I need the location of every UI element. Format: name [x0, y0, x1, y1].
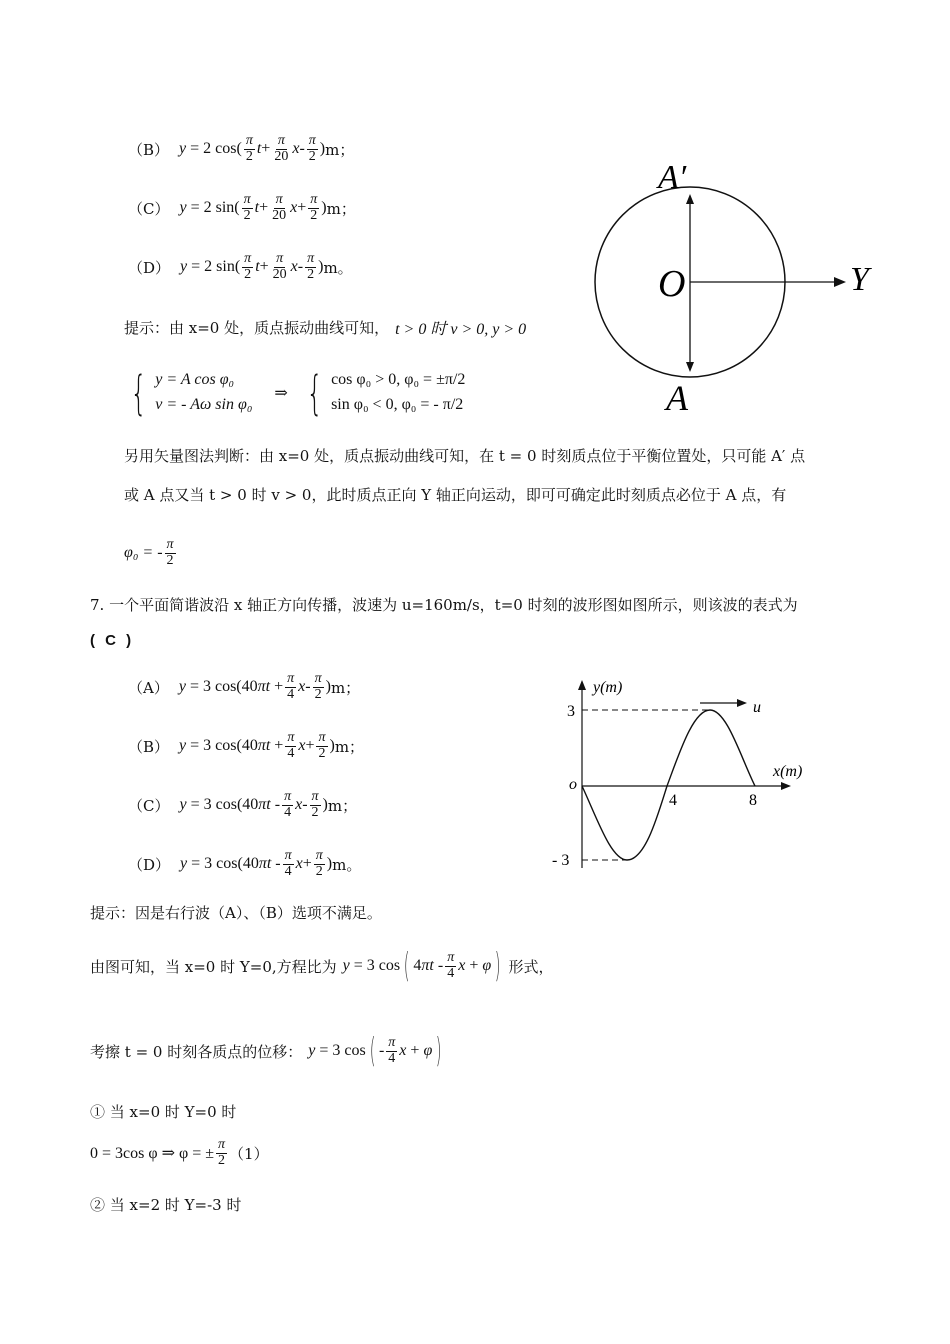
option-label: （B） — [128, 737, 170, 756]
step-text: ① 当 x=0 时 Y=0 时 — [90, 1103, 237, 1121]
velocity-arrowhead — [737, 699, 747, 707]
q7-option-d: （D） y = 3 cos(40πt - $\frac{\pi}{4}$ x + $\frac{\pi}{2}$ ) m。 — [128, 848, 362, 879]
q7-hint-1 — [90, 902, 382, 923]
implies-symbol: ⇒ — [274, 384, 288, 402]
phase-circle-diagram — [582, 158, 882, 418]
q6-option-d: （D） y = 2 sin( $\frac{\pi}{2}$ t + $\frac{\pi}{20}$ x - $\frac{\pi}{2}$ ) m。 — [128, 251, 353, 282]
q6-vector-line-1 — [124, 445, 805, 466]
sys-left-2: v = - Aω sin φ₀ — [155, 395, 253, 413]
q7-step-2 — [90, 1194, 242, 1215]
waveform-graph — [545, 668, 825, 888]
q6-vector-line-2 — [124, 484, 786, 505]
y-axis-arrowhead — [578, 680, 586, 690]
tick-label-y-bottom: - 3 — [552, 852, 570, 869]
q7-option-b: （B） y = 3 cos(40πt + $\frac{\pi}{4}$ x + $\frac{\pi}{2}$ ) m； — [128, 730, 365, 761]
tick-label-y-top: 3 — [567, 703, 575, 720]
q7-hint-2: 由图可知，当 x=0 时 Y=0,方程比为 y = 3 cos ( 4πt - $\frac{\pi}{4}$ x + φ ) 形式， — [90, 946, 554, 986]
left-brace: { — [130, 365, 147, 420]
equation-tag: （1） — [229, 1144, 269, 1163]
q7-option-a: （A） y = 3 cos(40πt + $\frac{\pi}{4}$ x - $\frac{\pi}{2}$ ) m； — [128, 671, 361, 702]
hint-text: 形式， — [508, 957, 554, 976]
axis-arrowhead — [834, 277, 846, 287]
hint-text: 提示：因是右行波（A）、（B）选项不满足。 — [90, 904, 382, 922]
hint-text: 考擦 t = 0 时刻各质点的位移： — [90, 1042, 303, 1061]
unit: m； — [334, 737, 365, 756]
tick-label-x-8: 8 — [749, 792, 757, 809]
x-axis-label: x(m) — [773, 763, 803, 780]
sys-right-1: cos φ₀ > 0, φ₀ = ±π/2 — [331, 371, 466, 388]
option-label: （B） — [128, 140, 170, 159]
hint-condition: t > 0 时 v > 0, y > 0 — [395, 321, 527, 338]
origin-label: o — [569, 776, 577, 793]
wave-curve — [582, 710, 755, 860]
x-axis-arrowhead — [781, 782, 791, 790]
up-arrowhead — [686, 194, 694, 204]
paragraph-text: 另用矢量图法判断：由 x=0 处，质点振动曲线可知，在 t = 0 时刻质点位于平衡位置处，只可能 A′ 点 — [124, 447, 806, 465]
unit: m； — [326, 199, 356, 218]
q6-hint — [124, 316, 526, 339]
right-brace: { — [306, 365, 323, 420]
phi0-lhs: φ₀ = - — [124, 544, 163, 562]
question-text: 7. 一个平面简谐波沿 x 轴正方向传播，波速为 u=160m/s，t=0 时刻的波形图如图所示，则该波的表式为 — [90, 596, 798, 614]
option-label: （C） — [128, 796, 170, 815]
y-axis-label: y(m) — [593, 679, 623, 696]
q6-option-c: （C） y = 2 sin( $\frac{\pi}{2}$ t + $\frac{\pi}{20}$ x + $\frac{\pi}{2}$ ) m； — [128, 192, 356, 223]
option-label: （D） — [128, 855, 171, 874]
sys-left-1: y = A cos φ₀ — [155, 371, 235, 388]
unit: m； — [330, 678, 361, 697]
q6-equation-system — [124, 365, 466, 420]
equation-text: 0 = 3cos φ ⇒ φ = ± — [90, 1145, 215, 1163]
hint-text: 由图可知，当 x=0 时 Y=0,方程比为 — [90, 957, 337, 976]
q7-answer — [90, 632, 131, 649]
paragraph-text: 或 A 点又当 t > 0 时 v > 0，此时质点正向 Y 轴正向运动，即可可确定此时刻质点必位于 A 点，有 — [124, 486, 787, 504]
q6-option-b: （B） y = 2 cos( $\frac{\pi}{2}$ t + $\frac{\pi}{20}$ x - $\frac{\pi}{2}$ ) m； — [128, 133, 355, 164]
unit: m； — [327, 796, 358, 815]
q7-step-1-equation: 0 = 3cos φ ⇒ φ = ± $\frac{\pi}{2}$ （1） — [90, 1137, 269, 1168]
answer-text: ( C ) — [90, 632, 132, 649]
label-y-axis: Y — [850, 261, 869, 298]
option-label: （A） — [128, 678, 169, 697]
down-arrowhead — [686, 362, 694, 372]
unit: m。 — [332, 855, 362, 874]
q7-step-1 — [90, 1101, 236, 1122]
label-a: A — [666, 378, 688, 418]
step-text: ② 当 x=2 时 Y=-3 时 — [90, 1196, 242, 1214]
tick-label-x-4: 4 — [669, 792, 677, 809]
unit: m。 — [323, 258, 353, 277]
wave-speed-label: u — [753, 699, 761, 716]
sys-right-2: sin φ₀ < 0, φ₀ = - π/2 — [331, 395, 464, 413]
q7-hint-3: 考擦 t = 0 时刻各质点的位移： y = 3 cos ( - $\frac{\pi}{4}$ x + φ ) — [90, 1031, 442, 1071]
q6-phi0-result: φ₀ = - $\frac{\pi}{2}$ — [124, 537, 174, 568]
option-label: （D） — [128, 258, 171, 277]
unit: m； — [325, 140, 355, 159]
option-label: （C） — [128, 199, 170, 218]
hint-text: 提示：由 x=0 处，质点振动曲线可知， — [124, 319, 390, 337]
q7-question — [90, 594, 798, 615]
label-a-prime: A′ — [658, 159, 687, 196]
label-origin: O — [658, 263, 686, 305]
q7-option-c: （C） y = 3 cos(40πt - $\frac{\pi}{4}$ x - $\frac{\pi}{2}$ ) m； — [128, 789, 358, 820]
